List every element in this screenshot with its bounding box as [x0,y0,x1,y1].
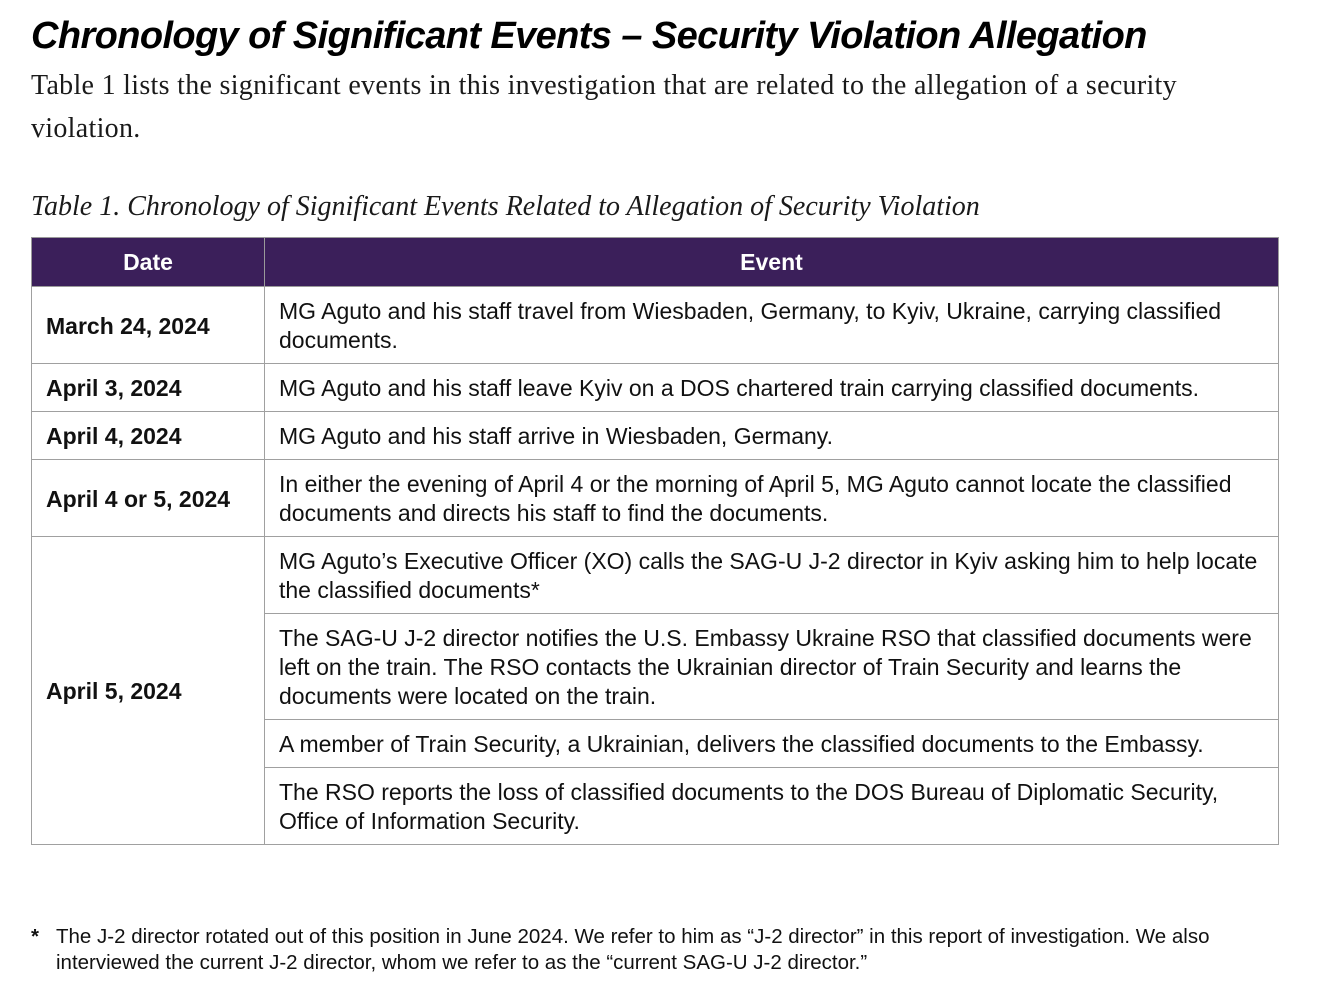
date-column-header: Date [32,238,265,287]
table-caption: Table 1. Chronology of Significant Events Related to Allegation of Security Violation [31,191,980,222]
table-row [32,412,1279,460]
event-cell: MG Aguto and his staff leave Kyiv on a DOS chartered train carrying classified documents. [265,364,1279,412]
table-row [32,460,1279,537]
chronology-table [31,237,1279,845]
footnote-marker: * [31,925,39,948]
event-cell: The SAG-U J-2 director notifies the U.S. Embassy Ukraine RSO that classified documents were left on the train. The RSO contacts the Ukrainian director of Train Security and learns the documents were located on the train. [265,614,1279,720]
event-cell: MG Aguto and his staff travel from Wiesbaden, Germany, to Kyiv, Ukraine, carrying classified documents. [265,287,1279,364]
date-cell: April 5, 2024 [32,537,265,845]
event-column-header: Event [265,238,1279,287]
table-footnote [31,924,1291,976]
event-cell: The RSO reports the loss of classified documents to the DOS Bureau of Diplomatic Security, Office of Information Security. [265,768,1279,845]
event-cell: A member of Train Security, a Ukrainian, delivers the classified documents to the Embassy. [265,720,1279,768]
table-row [32,537,1279,614]
event-cell: MG Aguto and his staff arrive in Wiesbaden, Germany. [265,412,1279,460]
event-cell: In either the evening of April 4 or the morning of April 5, MG Aguto cannot locate the classified documents and directs his staff to find the documents. [265,460,1279,537]
section-heading: Chronology of Significant Events – Security Violation Allegation [31,15,1147,57]
intro-paragraph: Table 1 lists the significant events in this investigation that are related to the allegation of a security violation. [31,70,1177,144]
date-cell: April 3, 2024 [32,364,265,412]
footnote-text: The J-2 director rotated out of this position in June 2024. We refer to him as “J-2 director” in this report of investigation. We also interviewed the current J-2 director, whom we refer to as the “current SAG-U J-2 director.” [56,925,1210,974]
table-row [32,364,1279,412]
date-cell: April 4 or 5, 2024 [32,460,265,537]
date-cell: April 4, 2024 [32,412,265,460]
document-page [31,0,1281,224]
table-row [32,287,1279,364]
date-cell: March 24, 2024 [32,287,265,364]
event-cell: MG Aguto’s Executive Officer (XO) calls the SAG-U J-2 director in Kyiv asking him to help locate the classified documents* [265,537,1279,614]
table-header-row [32,238,1279,287]
